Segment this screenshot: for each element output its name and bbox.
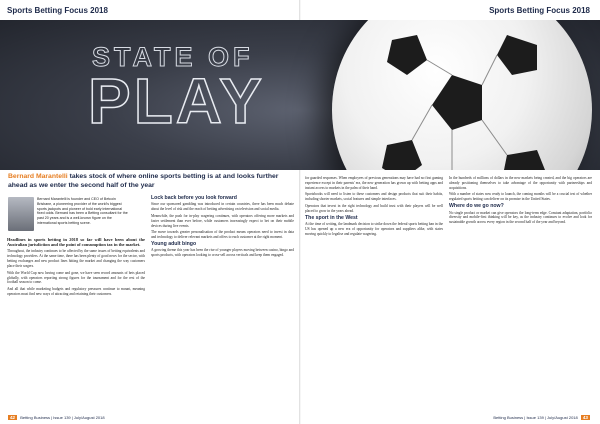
section-subhead: The sport in the West — [305, 214, 358, 221]
column-left-2 — [151, 194, 294, 260]
article-paragraph: At the time of writing, the landmark decision to strike down the federal sports betting ban in the US has opened up a new era of opportunity for operators and suppliers alike, with states moving quickly to legalise and regulate wagering. — [305, 221, 443, 236]
article-paragraph: for guarded responses. When employees of previous generations may have had no first gaming experience except in their parents' era, the new generation has grown up with betting apps and instant access to markets in the palm of their hand. — [305, 176, 443, 190]
column-left-1 — [7, 238, 145, 298]
article-paragraph: Meanwhile, the push for in-play wagering continues, with operators offering more markets and faster settlement than ever before, while customers increasingly expect to bet on their mobile devices during live events. — [151, 213, 294, 228]
article-paragraph: A growing theme this year has been the rise of younger players moving between casino, bingo and sports products, with operators looking to cross-sell across verticals and keep them engaged. — [151, 248, 294, 258]
article-paragraph: Since our sponsored gambling was introduced in certain countries, there has been much debate about the level of risk and the reach of betting advertising on television and social media. — [151, 202, 294, 212]
author-photo — [8, 197, 34, 231]
article-paragraph: Throughout, the industry continues to be affected by the same issues of betting equivalents and technology providers. At the same time, there has been plenty of good news for the sector, with betting exchanges and new product lines hitting the market and changing the way customers place their wagers. — [7, 249, 145, 269]
section-subhead: Young adult bingo — [151, 240, 197, 247]
author-bio-text: Bernard Marantelli is founder and CEO of Betcoin Brisbane, a pioneering provider of the world's biggest sports jackpots and pioneer of bold early international fixed odds. Bernard has been a Betting consultant for the past 20 years and is a well-known figure on the international sports betting scene. — [37, 197, 128, 225]
article-paragraph: In the hundreds of millions of dollars in the new markets being created, and the big operators are already positioning themselves to take advantage of the opportunity with partnerships and acquisitions. — [449, 176, 592, 190]
article-paragraph: And all that while marketing budgets and regulatory pressures continue to mount, meaning operators must find new ways of attracting and retaining their customers. — [7, 286, 145, 296]
football-icon — [332, 20, 592, 170]
page-number-right: 43 — [582, 415, 588, 420]
running-head-left: Sports Betting Focus 2018 — [7, 6, 108, 15]
hero-title-line-1: STATE OF — [92, 42, 254, 72]
article-lede: Headlines in sports betting in 2018 so far will have been about the Australian jurisdiction and the point of consumption tax in the market. — [7, 237, 145, 247]
hero-title-line-2: PLAY — [88, 65, 265, 137]
column-right-2 — [449, 176, 592, 227]
column-right-1 — [305, 176, 443, 238]
running-head-right: Sports Betting Focus 2018 — [489, 6, 590, 15]
article-paragraph: Operators that invest in the right technology and build trust with their players will be well placed to grow in the years ahead. — [305, 203, 443, 213]
section-subhead: Where do we go now? — [449, 203, 504, 210]
article-paragraph: Sportsbooks will need to listen to these customers and design products that suit their habits, including shorter markets, social features and simple interfaces. — [305, 192, 443, 202]
folio-right-text: Betting Business | Issue 139 | July/August 2018 — [493, 415, 578, 420]
article-paragraph: With the World Cup now having come and gone, we have seen record amounts of bets placed globally, with operators reporting strong figures for the tournament and for the rest of the football season to come. — [7, 270, 145, 285]
standfirst — [8, 173, 298, 190]
article-paragraph: The move towards greater personalisation of the product means operators need to invest in data and technology to deliver relevant markets and offers to each customer at the right moment. — [151, 230, 294, 240]
author-name: Bernard Marantelli — [8, 173, 68, 180]
folio-left — [6, 415, 105, 420]
folio-right — [493, 415, 592, 420]
article-paragraph: No single product or market can give operators the long-term edge. Constant adaptation, portfolio diversity and mobile-first thinking will be key, as the industry continues to evolve and look for sustainable growth across every region in the second half of the year and beyond. — [449, 210, 592, 225]
article-paragraph: With a number of states now ready to launch, the coming months will be a crucial test of whether regulated sports betting can deliver on its promise in the United States. — [449, 192, 592, 202]
folio-left-text: Betting Business | Issue 139 | July/August 2018 — [20, 415, 105, 420]
author-bio — [8, 197, 128, 233]
section-subhead: Lock back before you look forward — [151, 195, 237, 201]
page-number-left: 42 — [10, 415, 16, 420]
standfirst-text: takes stock of where online sports betting is at and looks further ahead as we enter the second half of the year — [8, 173, 279, 189]
hero-image — [0, 20, 600, 170]
